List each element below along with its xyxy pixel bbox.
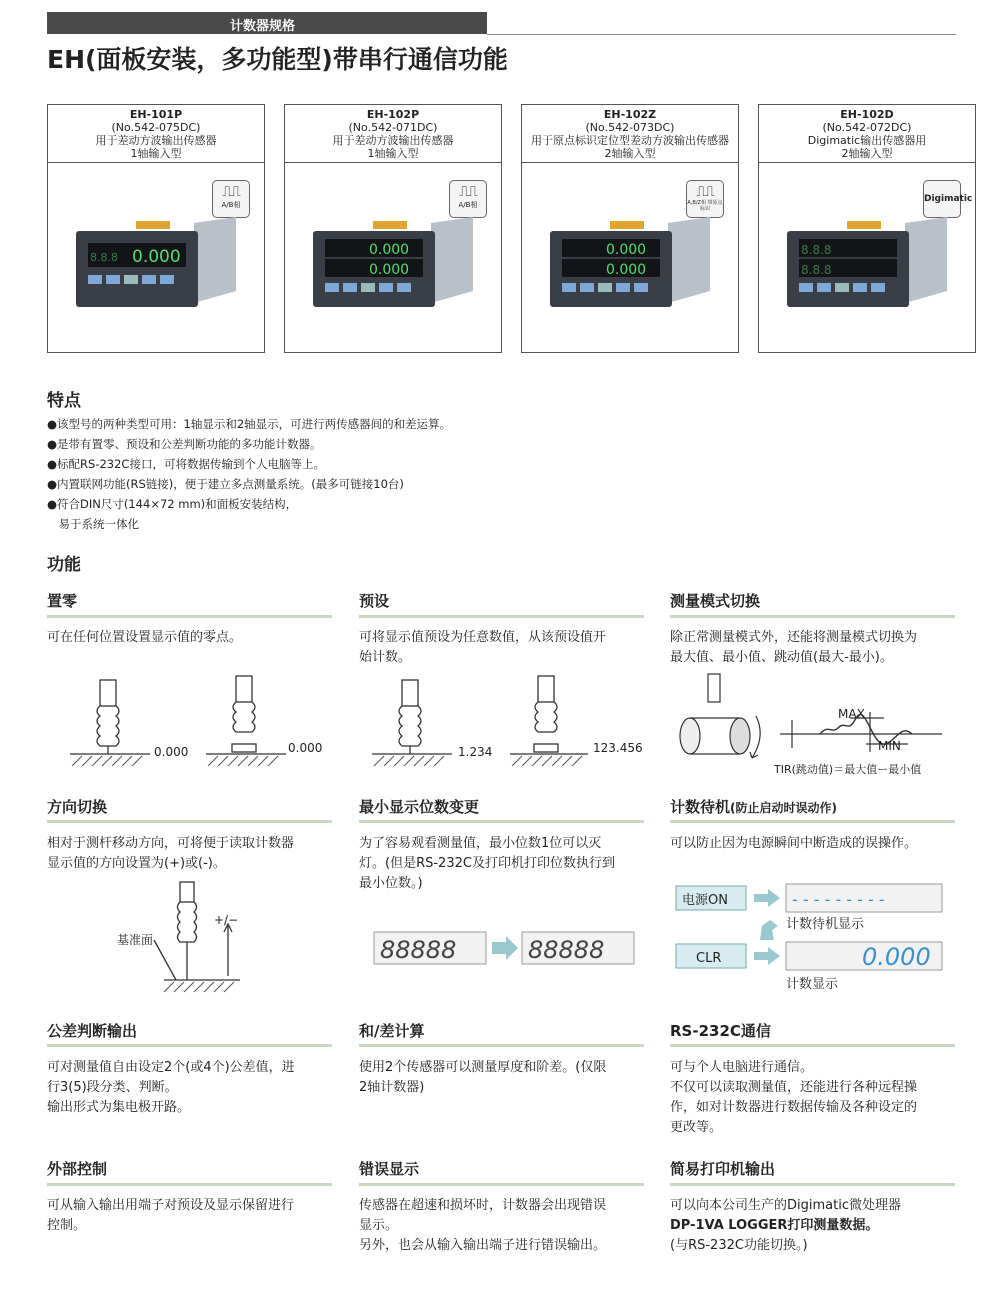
tir-label: TIR(跳动值)＝最大值ー最小值 <box>774 763 922 776</box>
model-name: EH-102Z <box>603 108 657 121</box>
function-title-standby: 计数待机(防止启动时误动作) <box>670 798 837 816</box>
counter-device-image <box>787 217 949 309</box>
function-title-zero: 置零 <box>47 592 78 610</box>
feature-item: ●内置联网功能(RS链接)，便于建立多点测量系统。(最多可链接10台) <box>47 477 404 491</box>
model-desc: 用于差动方波输出传感器 <box>332 134 454 147</box>
svg-text:8.8.8: 8.8.8 <box>801 263 832 277</box>
function-title-digits: 最小显示位数变更 <box>359 798 480 816</box>
digit-change-diagram <box>370 928 640 968</box>
functions-title: 功能 <box>47 555 81 575</box>
digimatic-icon: Digimatic <box>923 180 961 218</box>
feature-item: ●该型号的两种类型可用：1轴显示和2轴显示，可进行两传感器间的和差运算。 <box>47 417 452 431</box>
section-banner <box>47 12 487 34</box>
plus-minus-label: +/− <box>214 913 239 927</box>
power-on-button: 电源ON <box>682 893 728 908</box>
model-type: 2轴输入型 <box>841 147 893 160</box>
function-title-rs232: RS-232C通信 <box>670 1022 771 1040</box>
svg-text:0.000: 0.000 <box>369 242 410 258</box>
function-desc-rs232: 可与个人电脑进行通信。 不仅可以读取测量值，还能进行各种远程操 作，如对计数器进行数据传输及各种设定的 更改等。 <box>670 1060 918 1135</box>
counter-device-image <box>76 217 238 309</box>
svg-text:0.000: 0.000 <box>132 247 181 267</box>
feature-item: ●是带有置零、预设和公差判断功能的多功能计数器。 <box>47 437 322 451</box>
function-desc-mode: 除正常测量模式外，还能将测量模式切换为 最大值、最小值、跳动值(最大-最小)。 <box>670 630 918 665</box>
counter-device-image <box>550 217 712 309</box>
function-title-mode: 测量模式切换 <box>670 592 761 610</box>
function-desc-zero: 可在任何位置设置显示值的零点。 <box>47 630 243 645</box>
function-desc-digits: 为了容易观看测量值，最小位数1位可以灭 灯。(但是RS-232C及打印机打印位数执行到 最小位数。) <box>359 836 615 891</box>
zero-value-1: 0.000 <box>154 745 189 759</box>
model-type: 1轴输入型 <box>130 147 182 160</box>
function-desc-printer: 可以向本公司生产的Digimatic微处理器 DP-1VA LOGGER打印测量数据。 (与RS-232C功能切换。) <box>670 1198 901 1253</box>
svg-text:0.000: 0.000 <box>606 242 647 258</box>
function-rule <box>670 615 955 618</box>
zero-set-diagram <box>60 672 330 772</box>
function-rule <box>47 615 332 618</box>
count-display-label: 计数显示 <box>786 977 839 992</box>
model-card-eh102z <box>521 104 739 353</box>
count-standby-diagram <box>674 882 954 997</box>
section-label: 计数器规格 <box>230 19 296 34</box>
function-rule <box>359 615 644 618</box>
function-rule <box>47 1044 332 1047</box>
preset-value-1: 1.234 <box>458 745 493 759</box>
page-title: EH(面板安装，多功能型)带串行通信功能 <box>47 45 508 74</box>
min-label: MIN <box>878 739 901 753</box>
svg-text:8.8.8: 8.8.8 <box>801 243 832 257</box>
svg-text:8.8.8: 8.8.8 <box>90 251 118 264</box>
standby-dashes: - - - - - - - - - <box>792 890 885 909</box>
header-rule <box>487 34 956 35</box>
square-wave-icon: ⎍⎍ A/B相 <box>212 180 250 218</box>
model-number: (No.542-072DC) <box>822 121 912 134</box>
model-name: EH-102P <box>366 108 420 121</box>
function-title-direction: 方向切换 <box>47 798 108 816</box>
svg-text:0.000: 0.000 <box>369 262 410 278</box>
function-desc-preset: 可将显示值预设为任意数值，从该预设值开 始计数。 <box>359 630 607 665</box>
function-title-sumdiff: 和/差计算 <box>359 1022 425 1040</box>
svg-text:88888: 88888 <box>380 936 457 964</box>
model-number: (No.542-075DC) <box>111 121 201 134</box>
features-list <box>47 414 451 534</box>
function-rule <box>359 820 644 823</box>
model-name: EH-101P <box>129 108 183 121</box>
reference-surface-label: 基准面 <box>117 933 154 947</box>
preset-value-2: 123.456 <box>593 741 643 755</box>
function-title-printer: 简易打印机输出 <box>670 1160 776 1178</box>
origin-wave-icon: ⎍⎍ A,B/Z相 带原点标识 <box>686 180 724 218</box>
zero-value-2: 0.000 <box>288 741 323 755</box>
function-title-tolerance: 公差判断输出 <box>47 1022 138 1040</box>
model-name: EH-102D <box>840 108 894 121</box>
function-title-error: 错误显示 <box>359 1160 420 1178</box>
square-wave-icon: ⎍⎍ A/B相 <box>449 180 487 218</box>
svg-text:0.000: 0.000 <box>606 262 647 278</box>
model-type: 2轴输入型 <box>604 147 656 160</box>
feature-item: ●符合DIN尺寸(144×72 mm)和面板安装结构， <box>47 497 298 511</box>
svg-text:88888: 88888 <box>528 936 605 964</box>
max-label: MAX <box>838 707 865 721</box>
clr-button: CLR <box>696 951 722 966</box>
function-desc-external: 可从输入输出用端子对预设及显示保留进行 控制。 <box>47 1198 295 1233</box>
function-rule <box>47 820 332 823</box>
model-desc: 用于原点标识定位型差动方波输出传感器 <box>531 134 729 147</box>
function-desc-tolerance: 可对测量值自由设定2个(或4个)公差值，进 行3(5)段分类、判断。 输出形式为集电极开路。 <box>47 1060 295 1115</box>
measurement-mode-diagram <box>670 672 960 782</box>
function-title-preset: 预设 <box>359 592 390 610</box>
feature-item: 易于系统一体化 <box>47 517 139 531</box>
feature-item: ●标配RS-232C接口，可将数据传输到个人电脑等上。 <box>47 457 325 471</box>
model-card-eh102d <box>758 104 976 353</box>
function-desc-error: 传感器在超速和损坏时，计数器会出现错误 显示。 另外，也会从输入输出端子进行错误输出。 <box>359 1198 607 1253</box>
features-title: 特点 <box>47 391 81 411</box>
function-desc-standby: 可以防止因为电源瞬间中断造成的误操作。 <box>670 836 918 851</box>
function-rule <box>670 1183 955 1186</box>
model-desc: Digimatic输出传感器用 <box>807 134 927 147</box>
model-number: (No.542-071DC) <box>348 121 438 134</box>
preset-diagram <box>370 672 650 772</box>
model-desc: 用于差动方波输出传感器 <box>95 134 217 147</box>
function-rule <box>359 1044 644 1047</box>
direction-diagram <box>110 876 250 996</box>
function-rule <box>670 1044 955 1047</box>
model-card-eh102p <box>284 104 502 353</box>
counter-device-image <box>313 217 475 309</box>
count-value: 0.000 <box>862 943 931 971</box>
function-rule <box>47 1183 332 1186</box>
model-number: (No.542-073DC) <box>585 121 675 134</box>
function-title-external: 外部控制 <box>47 1160 108 1178</box>
function-desc-sumdiff: 使用2个传感器可以测量厚度和阶差。(仅限 2轴计数器) <box>359 1060 607 1095</box>
function-rule <box>670 820 955 823</box>
standby-display-label: 计数待机显示 <box>786 917 865 932</box>
model-card-eh101p <box>47 104 265 353</box>
model-type: 1轴输入型 <box>367 147 419 160</box>
function-desc-direction: 相对于测杆移动方向，可将便于读取计数器 显示值的方向设置为(+)或(-)。 <box>47 836 295 871</box>
function-rule <box>359 1183 644 1186</box>
